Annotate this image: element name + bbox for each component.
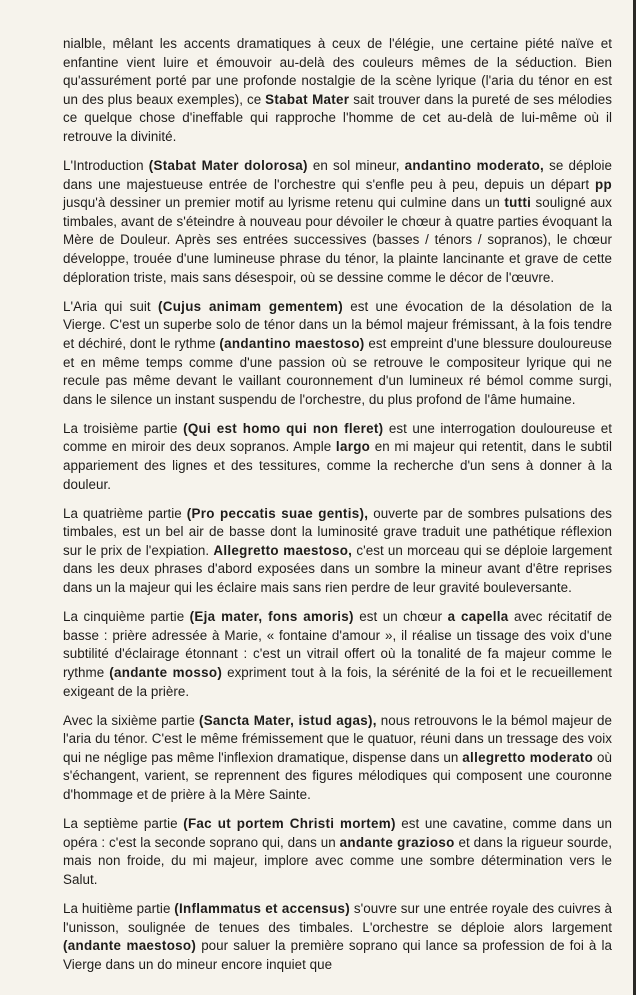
body-text: La troisième partie bbox=[63, 420, 184, 436]
bold-term: andantino moderato, bbox=[404, 158, 545, 174]
paragraph-part4 bbox=[63, 505, 612, 598]
bold-term: (Fac ut portem Christi mortem) bbox=[183, 816, 396, 832]
bold-term: Stabat Mater bbox=[265, 91, 350, 107]
body-text: expriment tout à la fois, la sérénité de la foi et le recueillement exigeant de la prière. bbox=[63, 664, 612, 699]
body-text: avec récitatif de basse : prière adressée à Marie, « fontaine d'amour », il réalise un tissage des voix d'une subtilité d'éclairage étonnant : c'est un vitrail offert où la tonalité de fa majeur comme le rythme bbox=[63, 609, 613, 680]
body-text: ouverte par de sombres pulsations des timbales, est un bel air de basse dont la luminosité grave traduit une pathétique réflexion sur le prix de l'expiation. bbox=[63, 505, 612, 558]
bold-term: (andante maestoso) bbox=[63, 938, 197, 954]
bold-term: (Sancta Mater, istud agas), bbox=[198, 712, 377, 728]
body-text: L'Aria qui suit bbox=[63, 298, 158, 314]
body-text: en sol mineur, bbox=[307, 158, 405, 174]
body-text: c'est un morceau qui se déploie largement dans les deux phrases d'abord exposées dans un sombre la mineur avant d'être reprises dans un la majeur qui les éclaire mais sans rien perdre de leur gravité bouleversante. bbox=[63, 542, 613, 596]
body-text: est empreint d'une blessure douloureuse et en même temps comme d'une passion où se retrouve le compositeur lyrique qui ne recule pas même devant le vaillant couronnement d'un lumineux ré bémol comme surgi, dans le silence un instant suspendu de l'orchestre, du plus profond de l'âme humaine. bbox=[63, 335, 613, 407]
body-text: sait trouver dans la pureté de ses mélodies ce quelque chose d'ineffable qui rapproche l'homme de cet au-delà de lui-même où il retrouve la divinité. bbox=[63, 91, 612, 144]
paragraph-part6 bbox=[63, 712, 612, 805]
paragraph-aria bbox=[63, 298, 612, 410]
bold-term: andante grazioso bbox=[339, 834, 455, 850]
body-text: est une évocation de la désolation de la Vierge. C'est un superbe solo de ténor dans un la bémol majeur frémissant, à la fois tendre et déchiré, dont le rythme bbox=[63, 298, 612, 351]
bold-term: a capella bbox=[447, 609, 509, 625]
body-text: souligné aux timbales, avant de s'éteindre à nouveau pour dévoiler le chœur à quatre parties évoquant la Mère de Douleur. Après ses entrées successives (basses / ténors / sopranos), le chœur développe, trouée d'une lumineuse phrase du ténor, la plainte lancinante et grave de cette déploration triste, mais sans désespoir, où se dessine comme le décor de l'œuvre. bbox=[63, 195, 612, 285]
bold-term: allegretto moderato bbox=[462, 749, 594, 765]
bold-term: tutti bbox=[504, 195, 532, 211]
body-text: en mi majeur qui retentit, dans le subtil appariement des lignes et des tessitures, comme la recherche d'un sens à donner à la douleur. bbox=[63, 439, 612, 492]
body-text: est une interrogation douloureuse et comme en miroir des deux sopranos. Ample bbox=[63, 420, 612, 455]
bold-term: Allegretto maestoso, bbox=[213, 542, 353, 558]
body-text: La quatrième partie bbox=[63, 505, 187, 521]
body-text: La huitième partie bbox=[63, 900, 175, 916]
body-text: est un chœur bbox=[353, 609, 448, 625]
body-text: est une cavatine, comme dans un opéra : c'est la seconde soprano qui, dans un bbox=[63, 816, 612, 850]
bold-term: largo bbox=[335, 439, 371, 455]
paragraph-intro bbox=[63, 35, 612, 147]
bold-term: (andantino maestoso) bbox=[219, 335, 365, 351]
bold-term: (Qui est homo qui non fleret) bbox=[183, 420, 384, 436]
bold-term: (Cujus animam gementem) bbox=[157, 298, 343, 314]
body-text: où s'échangent, varient, se reprennent des figures mélodiques qui composent une couronne d'hommage et de prière à la Mère Sainte. bbox=[63, 749, 613, 802]
body-text: La septième partie bbox=[63, 816, 184, 832]
paragraph-part8 bbox=[63, 900, 612, 974]
bold-term: (andante mosso) bbox=[109, 664, 223, 680]
body-text: se déploie dans une majestueuse entrée de l'orchestre qui s'enfle peu à peu, depuis un départ bbox=[63, 158, 613, 192]
bold-term: (Eja mater, fons amoris) bbox=[189, 609, 354, 625]
body-text: Avec la sixième partie bbox=[63, 712, 199, 728]
bold-term: (Pro peccatis suae gentis), bbox=[186, 505, 369, 521]
body-text: pour saluer la première soprano qui lance sa profession de foi à la Vierge dans un do mineur encore inquiet que bbox=[63, 938, 612, 972]
paragraph-introduction bbox=[63, 157, 612, 287]
paragraph-part3 bbox=[63, 420, 612, 494]
paragraph-part7 bbox=[63, 815, 612, 889]
bold-term: pp bbox=[595, 176, 612, 192]
body-text: nous retrouvons le la bémol majeur de l'aria du ténor. C'est le même frémissement que le quatuor, réuni dans un tressage des voix qui ne néglige pas même l'inflexion dramatique, dispense dans un bbox=[63, 712, 612, 765]
body-text: jusqu'à dessiner un premier motif au lyrisme retenu qui culmine dans un bbox=[63, 195, 505, 211]
body-text: nialble, mêlant les accents dramatiques à ceux de l'élégie, une certaine piété naïve et enfantine vient luire et émouvoir au-delà des couleurs mêmes de la séduction. Bien qu'assurément porté par une profonde nostalgie de la scène lyrique (l'aria du ténor en est un des plus beaux exemples), ce bbox=[63, 36, 612, 107]
paragraph-part5 bbox=[63, 608, 612, 701]
body-text: L'Introduction bbox=[63, 158, 149, 174]
body-text: s'ouvre sur une entrée royale des cuivres à l'unisson, soulignée de tenues des timbales. L'orchestre se déploie alors largement bbox=[63, 900, 612, 935]
bold-term: (Inflammatus et accensus) bbox=[174, 900, 351, 916]
bold-term: (Stabat Mater dolorosa) bbox=[148, 158, 308, 174]
body-text: La cinquième partie bbox=[63, 609, 190, 625]
article-body bbox=[63, 35, 612, 985]
body-text: et dans la rigueur sourde, mais non froide, du mi majeur, implore avec comme une sombre détermination vers le Salut. bbox=[63, 834, 613, 887]
